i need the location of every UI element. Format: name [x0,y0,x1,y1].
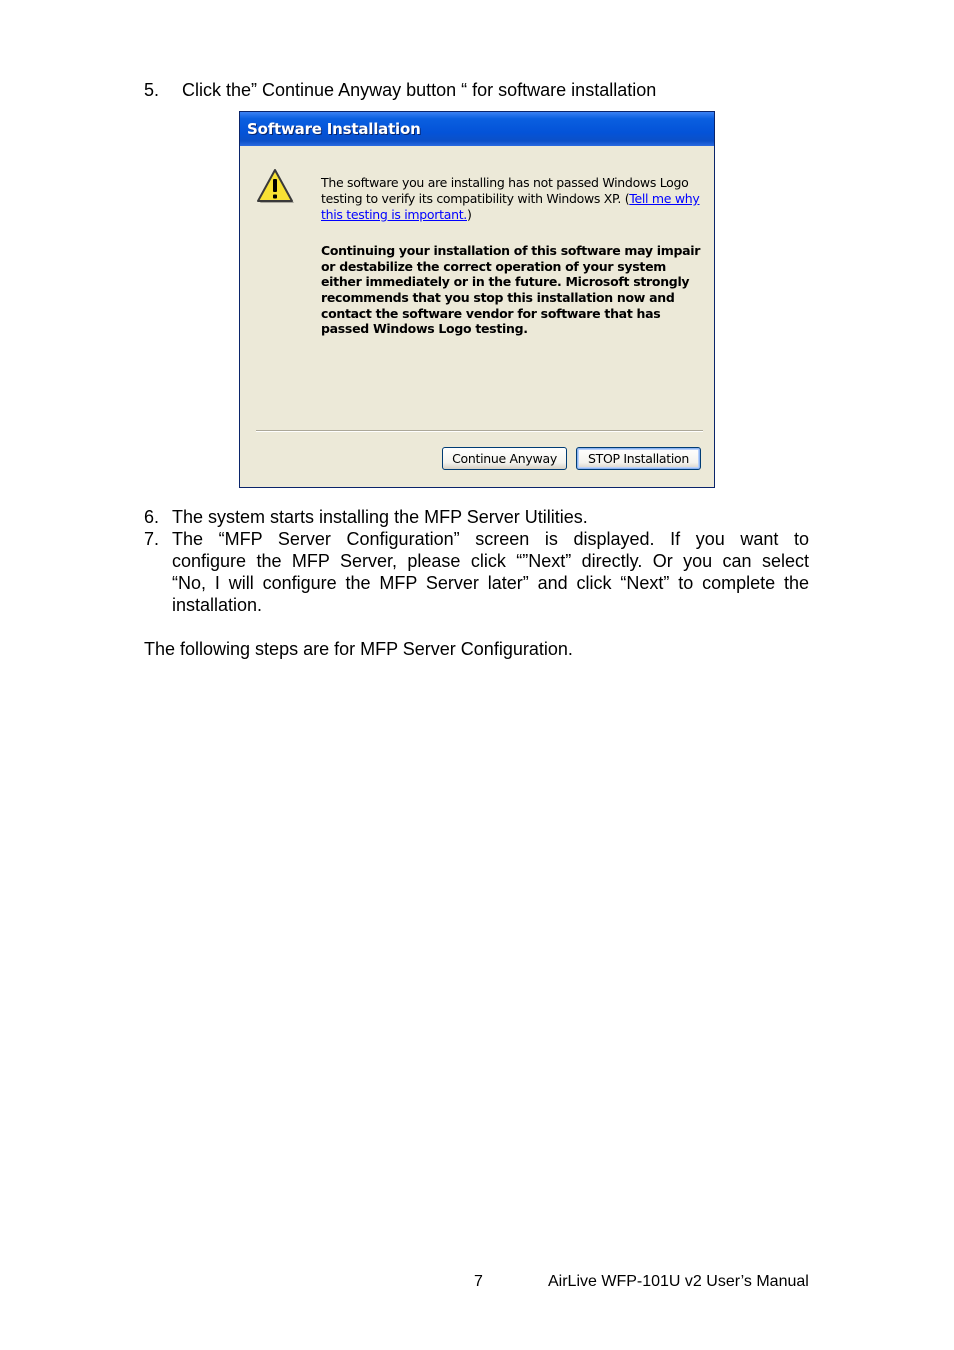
warning-line: Continuing your installation of this software may impair [321,243,701,258]
warning-line: passed Windows Logo testing. [321,321,528,336]
step-6-text: The system starts installing the MFP Server Utilities. [172,507,588,527]
dialog-title-bar [240,112,714,146]
dialog-message-text: testing to verify its compatibility with Windows XP. ( [321,191,630,206]
step-7-line-2: configure the MFP Server, please click “”Next” directly. Or you can select [172,551,809,571]
testing-important-link[interactable]: this testing is important. [321,207,467,222]
continue-anyway-button[interactable]: Continue Anyway [442,447,567,470]
dialog-message-line-1: The software you are installing has not passed Windows Logo [321,175,689,190]
warning-line: contact the software vendor for software that has [321,306,661,321]
dialog-message-line-2 [321,191,700,207]
step-6-number: 6. [144,507,160,527]
step-5-number: 5. [144,80,160,100]
step-5-text: Click the” Continue Anyway button “ for software installation [182,80,657,100]
warning-line: or destabilize the correct operation of your system [321,259,666,274]
dialog-message-line-3 [321,207,472,223]
page-number: 7 [474,1273,483,1290]
dialog-title: Software Installation [247,120,421,138]
link-close-paren: ) [466,207,472,222]
dialog-separator [256,430,703,432]
step-7-line-4: installation. [172,595,263,615]
warning-icon [256,168,294,204]
step-7-line-1: The “MFP Server Configuration” screen is displayed. If you want to [172,529,809,549]
step-7-line-3: “No, I will configure the MFP Server later” and click “Next” to complete the [172,573,809,593]
step-7-number: 7. [144,529,160,549]
tell-me-why-link[interactable]: Tell me why [629,191,700,206]
warning-line: either immediately or in the future. Microsoft strongly [321,274,690,289]
warning-line: recommends that you stop this installation now and [321,290,675,305]
following-steps-text: The following steps are for MFP Server Configuration. [144,639,573,659]
manual-title: AirLive WFP-101U v2 User’s Manual [548,1273,809,1290]
software-installation-dialog [239,111,715,488]
stop-installation-button[interactable]: STOP Installation [576,447,701,470]
